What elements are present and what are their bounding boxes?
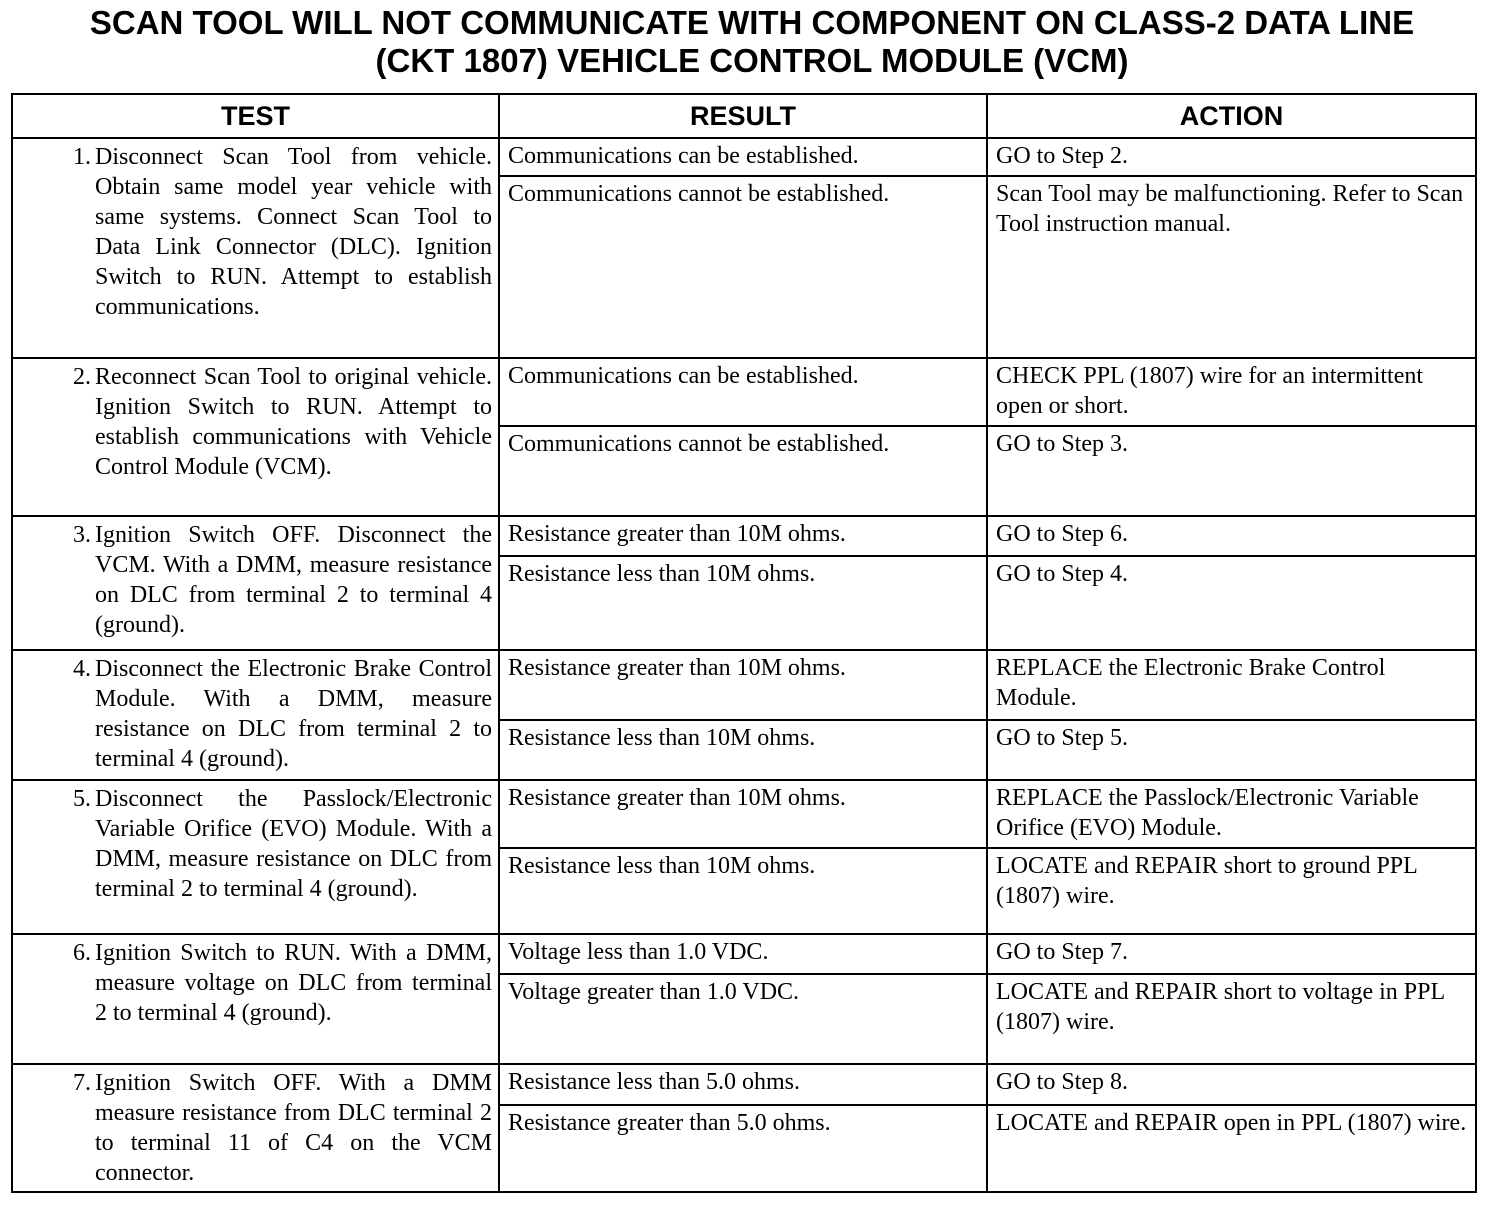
action-cell: LOCATE and REPAIR short to voltage in PPL (1807) wire. [987,974,1476,1064]
test-description: Ignition Switch to RUN. With a DMM, measure voltage on DLC from terminal 2 to terminal 4 (ground). [95,940,492,1026]
table-row [12,516,1476,556]
action-cell: GO to Step 5. [987,720,1476,780]
result-column-header: RESULT [499,94,987,138]
action-cell: GO to Step 7. [987,934,1476,974]
table-row [12,934,1476,974]
result-cell: Resistance greater than 5.0 ohms. [499,1105,987,1192]
result-cell: Resistance less than 10M ohms. [499,556,987,650]
table-row [12,1064,1476,1105]
diagnostic-table [11,93,1477,1193]
test-description: Ignition Switch OFF. With a DMM measure resistance from DLC terminal 2 to terminal 11 of C4 on the VCM connector. [95,1070,492,1186]
table-row [12,780,1476,848]
action-cell: GO to Step 3. [987,426,1476,516]
test-cell [12,650,499,780]
table-row [12,358,1476,426]
test-description: Reconnect Scan Tool to original vehicle. Ignition Switch to RUN. Attempt to establish communications with Vehicle Control Module (VCM). [95,364,492,480]
action-cell: LOCATE and REPAIR open in PPL (1807) wire. [987,1105,1476,1192]
result-cell: Communications cannot be established. [499,426,987,516]
action-cell: Scan Tool may be malfunctioning. Refer to Scan Tool instruction manual. [987,176,1476,358]
test-cell [12,780,499,934]
action-cell: GO to Step 8. [987,1064,1476,1105]
step-number: 3. [73,522,91,548]
test-cell [12,358,499,516]
action-cell: GO to Step 2. [987,138,1476,176]
action-cell: GO to Step 4. [987,556,1476,650]
result-cell: Communications can be established. [499,358,987,426]
action-cell: REPLACE the Electronic Brake Control Module. [987,650,1476,720]
result-cell: Resistance less than 5.0 ohms. [499,1064,987,1105]
result-cell: Voltage less than 1.0 VDC. [499,934,987,974]
result-cell: Resistance greater than 10M ohms. [499,516,987,556]
table-row [12,138,1476,176]
test-cell [12,1064,499,1192]
table-row [12,650,1476,720]
test-description: Disconnect Scan Tool from vehicle. Obtain same model year vehicle with same systems. Connect Scan Tool to Data Link Connector (DLC). Ignition Switch to RUN. Attempt to establish communications. [95,144,492,320]
result-cell: Resistance greater than 10M ohms. [499,780,987,848]
result-cell: Communications cannot be established. [499,176,987,358]
title-line-2: (CKT 1807) VEHICLE CONTROL MODULE (VCM) [375,42,1129,79]
test-cell [12,516,499,650]
action-cell: CHECK PPL (1807) wire for an intermittent open or short. [987,358,1476,426]
step-number: 5. [73,786,91,812]
test-description: Ignition Switch OFF. Disconnect the VCM. With a DMM, measure resistance on DLC from terminal 2 to terminal 4 (ground). [95,522,492,638]
result-cell: Resistance less than 10M ohms. [499,720,987,780]
header-row [12,94,1476,138]
step-number: 1. [73,144,91,170]
action-cell: GO to Step 6. [987,516,1476,556]
test-cell [12,934,499,1064]
step-number: 4. [73,656,91,682]
page-title [0,4,1504,80]
test-description: Disconnect the Electronic Brake Control Module. With a DMM, measure resistance on DLC from terminal 2 to terminal 4 (ground). [95,656,492,772]
test-cell [12,138,499,358]
title-line-1: SCAN TOOL WILL NOT COMMUNICATE WITH COMPONENT ON CLASS-2 DATA LINE [89,4,1415,41]
step-number: 2. [73,364,91,390]
test-description: Disconnect the Passlock/Electronic Variable Orifice (EVO) Module. With a DMM, measure resistance on DLC from terminal 2 to terminal 4 (ground). [95,786,492,902]
result-cell: Resistance less than 10M ohms. [499,848,987,934]
action-column-header: ACTION [987,94,1476,138]
action-cell: LOCATE and REPAIR short to ground PPL (1807) wire. [987,848,1476,934]
step-number: 7. [73,1070,91,1096]
result-cell: Communications can be established. [499,138,987,176]
test-column-header: TEST [12,94,499,138]
step-number: 6. [73,940,91,966]
action-cell: REPLACE the Passlock/Electronic Variable Orifice (EVO) Module. [987,780,1476,848]
result-cell: Voltage greater than 1.0 VDC. [499,974,987,1064]
result-cell: Resistance greater than 10M ohms. [499,650,987,720]
